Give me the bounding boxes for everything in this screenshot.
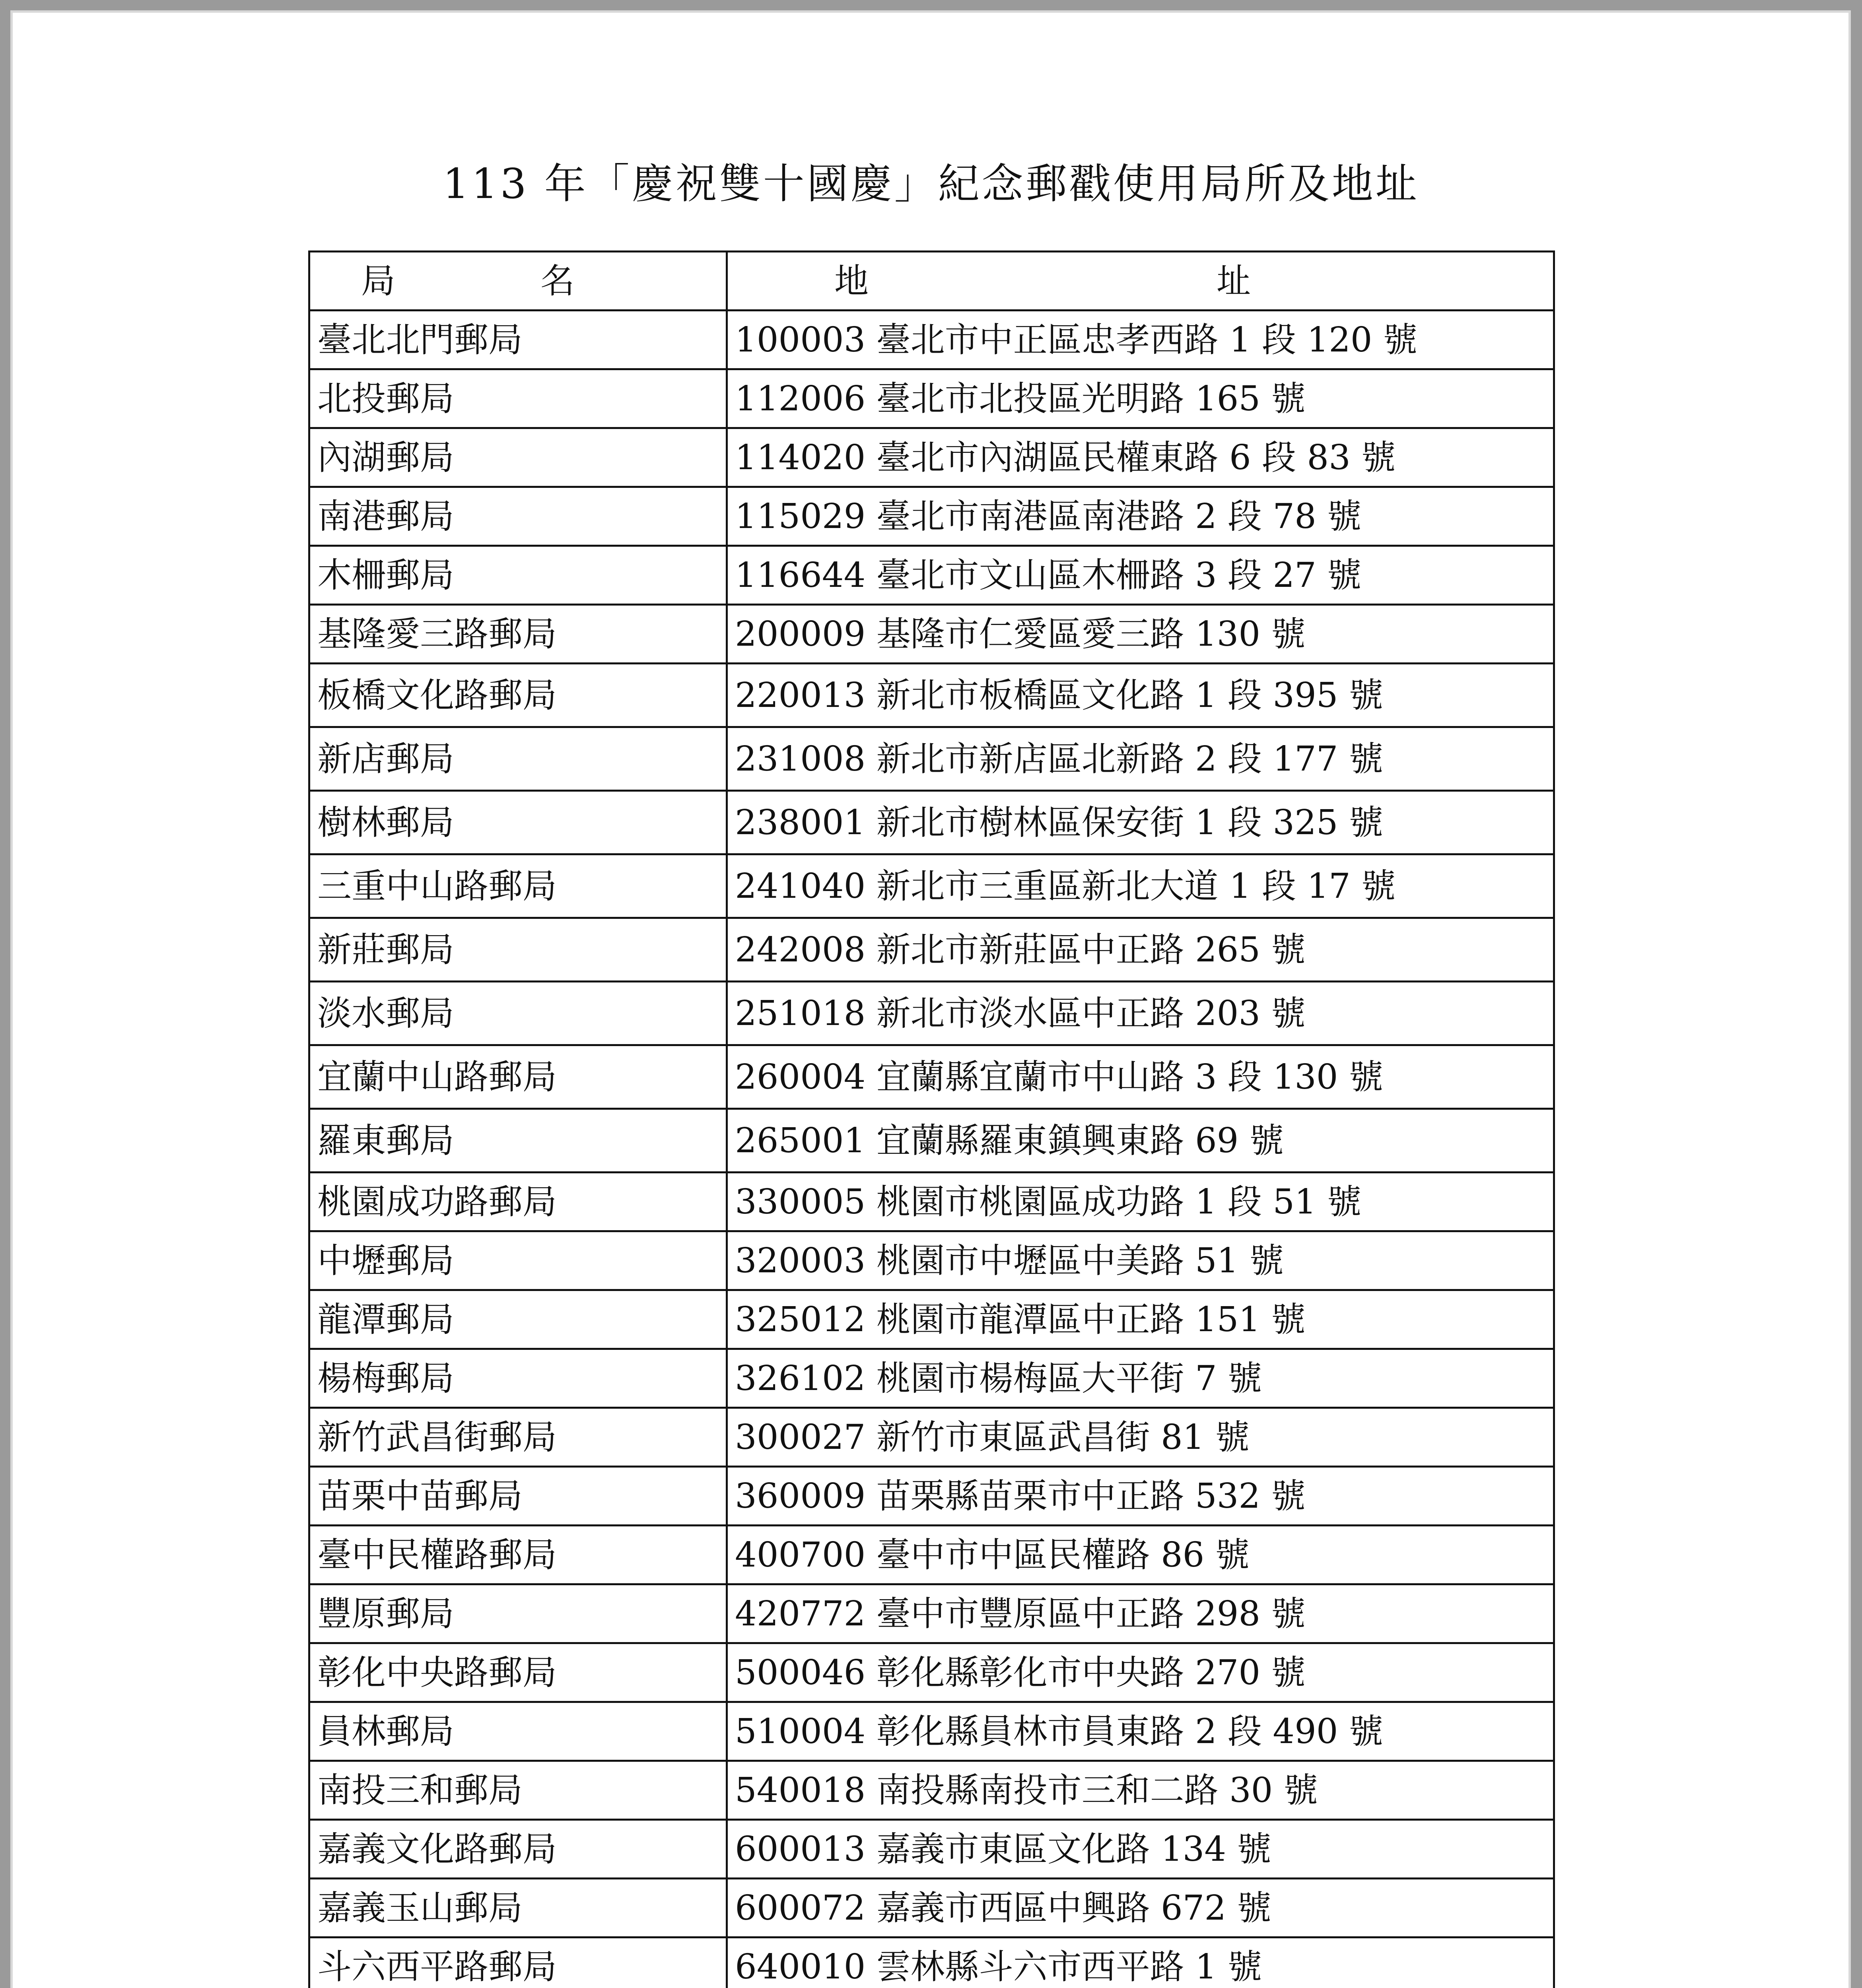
document-title: 113 年「慶祝雙十國慶」紀念郵戳使用局所及地址	[443, 159, 1419, 208]
table-row	[309, 982, 1554, 1045]
address-cell: 100003 臺北市中正區忠孝西路 1 段 120 號	[727, 311, 1554, 369]
address-cell: 640010 雲林縣斗六市西平路 1 號	[727, 1938, 1554, 1988]
address-cell: 540018 南投縣南投市三和二路 30 號	[727, 1761, 1554, 1820]
office-name-cell: 新竹武昌街郵局	[309, 1408, 727, 1467]
office-name-cell: 樹林郵局	[309, 791, 727, 854]
office-name-cell: 彰化中央路郵局	[309, 1643, 727, 1702]
office-name-cell: 臺中民權路郵局	[309, 1526, 727, 1584]
address-cell: 600013 嘉義市東區文化路 134 號	[727, 1820, 1554, 1879]
table-row	[309, 727, 1554, 791]
address-cell: 242008 新北市新莊區中正路 265 號	[727, 918, 1554, 982]
table-row	[309, 1045, 1554, 1109]
office-name-cell: 龍潭郵局	[309, 1290, 727, 1349]
header-office-char-1: 局	[361, 261, 395, 301]
header-address-char-2: 址	[1217, 261, 1251, 301]
table-body	[309, 311, 1554, 1988]
office-name-cell: 基隆愛三路郵局	[309, 605, 727, 664]
office-name-cell: 南投三和郵局	[309, 1761, 727, 1820]
office-name-cell: 斗六西平路郵局	[309, 1938, 727, 1988]
address-cell: 260004 宜蘭縣宜蘭市中山路 3 段 130 號	[727, 1045, 1554, 1109]
office-name-cell: 豐原郵局	[309, 1584, 727, 1643]
table-row	[309, 791, 1554, 854]
office-name-cell: 羅東郵局	[309, 1109, 727, 1173]
table-row	[309, 1109, 1554, 1173]
address-cell: 265001 宜蘭縣羅東鎮興東路 69 號	[727, 1109, 1554, 1173]
table-row	[309, 369, 1554, 428]
office-name-cell: 宜蘭中山路郵局	[309, 1045, 727, 1109]
office-name-cell: 嘉義文化路郵局	[309, 1820, 727, 1879]
address-cell: 510004 彰化縣員林市員東路 2 段 490 號	[727, 1702, 1554, 1761]
address-cell: 251018 新北市淡水區中正路 203 號	[727, 982, 1554, 1045]
table-row	[309, 1290, 1554, 1349]
table-row	[309, 605, 1554, 664]
address-cell: 600072 嘉義市西區中興路 672 號	[727, 1879, 1554, 1938]
office-name-cell: 板橋文化路郵局	[309, 664, 727, 727]
office-name-cell: 苗栗中苗郵局	[309, 1467, 727, 1526]
office-name-cell: 員林郵局	[309, 1702, 727, 1761]
address-cell: 326102 桃園市楊梅區大平街 7 號	[727, 1349, 1554, 1408]
table-row	[309, 1761, 1554, 1820]
table-row	[309, 1349, 1554, 1408]
address-cell: 320003 桃園市中壢區中美路 51 號	[727, 1231, 1554, 1290]
header-address	[727, 252, 1554, 311]
address-cell: 114020 臺北市內湖區民權東路 6 段 83 號	[727, 428, 1554, 487]
table-row	[309, 487, 1554, 546]
office-name-cell: 中壢郵局	[309, 1231, 727, 1290]
address-cell: 238001 新北市樹林區保安街 1 段 325 號	[727, 791, 1554, 854]
table-row	[309, 428, 1554, 487]
header-office-name	[309, 252, 727, 311]
table-row	[309, 1820, 1554, 1879]
table-row	[309, 1408, 1554, 1467]
address-cell: 330005 桃園市桃園區成功路 1 段 51 號	[727, 1173, 1554, 1231]
office-name-cell: 北投郵局	[309, 369, 727, 428]
address-cell: 115029 臺北市南港區南港路 2 段 78 號	[727, 487, 1554, 546]
table-row	[309, 1173, 1554, 1231]
address-cell: 400700 臺中市中區民權路 86 號	[727, 1526, 1554, 1584]
table-header-row	[309, 252, 1554, 311]
table-row	[309, 546, 1554, 605]
table-row	[309, 664, 1554, 727]
table-row	[309, 1938, 1554, 1988]
table-row	[309, 1702, 1554, 1761]
address-cell: 325012 桃園市龍潭區中正路 151 號	[727, 1290, 1554, 1349]
office-name-cell: 臺北北門郵局	[309, 311, 727, 369]
table-row	[309, 311, 1554, 369]
table-row	[309, 1231, 1554, 1290]
office-name-cell: 新莊郵局	[309, 918, 727, 982]
office-name-cell: 嘉義玉山郵局	[309, 1879, 727, 1938]
table-row	[309, 1526, 1554, 1584]
header-address-char-1: 地	[834, 261, 869, 301]
table-row	[309, 1643, 1554, 1702]
address-cell: 112006 臺北市北投區光明路 165 號	[727, 369, 1554, 428]
address-cell: 116644 臺北市文山區木柵路 3 段 27 號	[727, 546, 1554, 605]
table-row	[309, 1879, 1554, 1938]
address-cell: 231008 新北市新店區北新路 2 段 177 號	[727, 727, 1554, 791]
address-cell: 241040 新北市三重區新北大道 1 段 17 號	[727, 854, 1554, 918]
post-office-table	[308, 250, 1555, 1988]
address-cell: 420772 臺中市豐原區中正路 298 號	[727, 1584, 1554, 1643]
table-row	[309, 1584, 1554, 1643]
address-cell: 300027 新竹市東區武昌街 81 號	[727, 1408, 1554, 1467]
address-cell: 200009 基隆市仁愛區愛三路 130 號	[727, 605, 1554, 664]
address-cell: 360009 苗栗縣苗栗市中正路 532 號	[727, 1467, 1554, 1526]
table-row	[309, 854, 1554, 918]
office-name-cell: 南港郵局	[309, 487, 727, 546]
office-name-cell: 淡水郵局	[309, 982, 727, 1045]
address-cell: 500046 彰化縣彰化市中央路 270 號	[727, 1643, 1554, 1702]
address-cell: 220013 新北市板橋區文化路 1 段 395 號	[727, 664, 1554, 727]
office-name-cell: 新店郵局	[309, 727, 727, 791]
office-name-cell: 內湖郵局	[309, 428, 727, 487]
table-row	[309, 918, 1554, 982]
table-row	[309, 1467, 1554, 1526]
office-name-cell: 三重中山路郵局	[309, 854, 727, 918]
header-office-char-2: 名	[540, 261, 575, 301]
office-name-cell: 木柵郵局	[309, 546, 727, 605]
office-name-cell: 楊梅郵局	[309, 1349, 727, 1408]
office-name-cell: 桃園成功路郵局	[309, 1173, 727, 1231]
